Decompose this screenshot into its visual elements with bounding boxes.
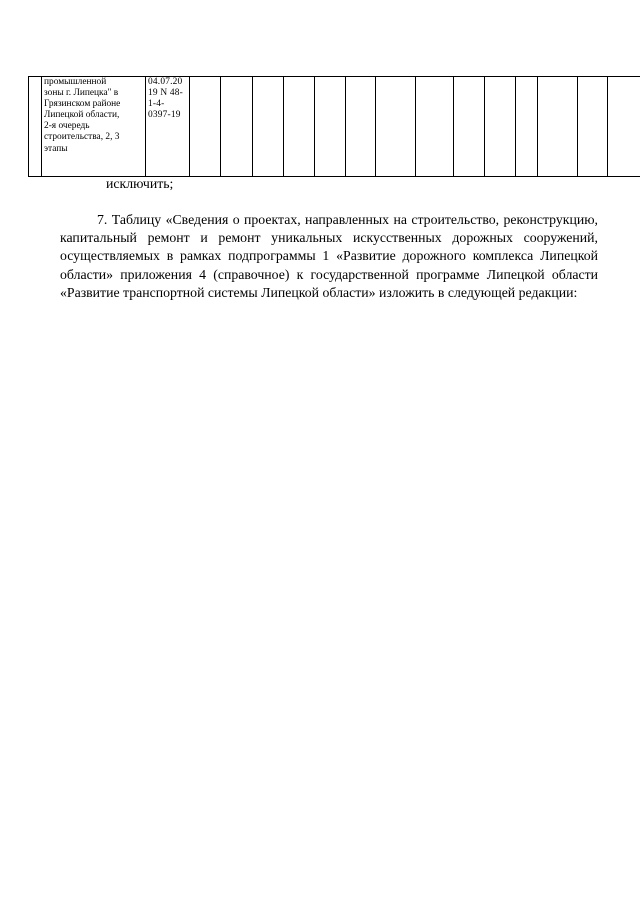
table-cell <box>578 77 608 177</box>
table-cell-number <box>29 77 42 177</box>
table-cell <box>485 77 516 177</box>
table-cell <box>221 77 253 177</box>
table-cell <box>454 77 485 177</box>
table-cell <box>253 77 284 177</box>
table-cell-expertise-conclusion: 04.07.20 19 N 48- 1-4- 0397-19 <box>146 77 190 177</box>
table-cell <box>516 77 538 177</box>
table-cell <box>315 77 346 177</box>
table-cell <box>284 77 315 177</box>
table-cell-object-name: промышленной зоны г. Липецка" в Грязинском районе Липецкой области, 2-я очередь строительства, 2, 3 этапы <box>42 77 146 177</box>
projects-table <box>28 76 640 177</box>
table-row <box>29 77 640 177</box>
paragraph-item-7: 7. Таблицу «Сведения о проектах, направленных на строительство, реконструкцию, капитальный ремонт и ремонт уникальных искусственных дорожных сооружений, осуществляемых в рамках подпрограммы 1 «Развитие дорожного комплекса Липецкой области» приложения 4 (справочное) к государственной программе Липецкой области «Развитие транспортной системы Липецкой области» изложить в следующей редакции: <box>60 212 598 300</box>
table-cell <box>190 77 221 177</box>
table-cell <box>416 77 454 177</box>
table-cell <box>346 77 376 177</box>
table-cell <box>608 77 640 177</box>
table-cell <box>376 77 416 177</box>
table-cell <box>538 77 578 177</box>
exclude-instruction: исключить; <box>106 176 174 191</box>
